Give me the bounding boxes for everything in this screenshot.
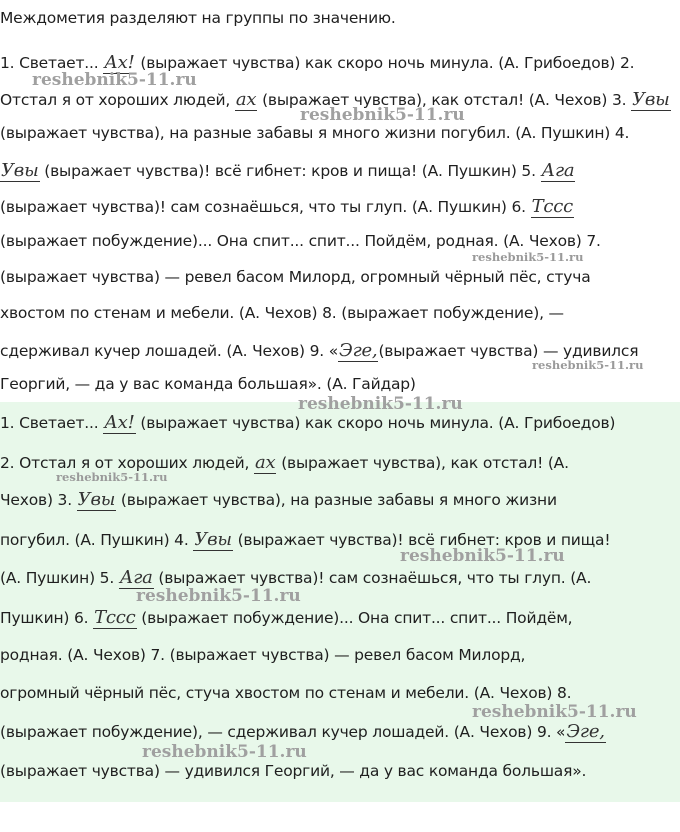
text-fragment: Отстал я от хороших людей, <box>0 91 235 109</box>
text-fragment: (выражает чувства), как отстал! (А. Чехов) 3. <box>257 91 632 109</box>
interjection: ах <box>235 89 257 110</box>
text-fragment: 1. Светает... <box>0 54 104 72</box>
text-fragment: (выражает побуждение)... Она спит... спит... Пойдём, <box>136 609 573 627</box>
text-fragment: 1. Светает... <box>0 414 104 432</box>
text-fragment: (выражает чувства) как скоро ночь минула. (А. Грибоедов) 2. <box>135 54 635 72</box>
interjection: Увы <box>194 529 232 550</box>
interjection: Эге, <box>566 721 605 742</box>
watermark: reshebnik5-11.ru <box>300 105 465 125</box>
text-fragment: (выражает чувства)! сам сознаёшься, что ты глуп. (А. Пушкин) 6. <box>0 198 531 216</box>
watermark: reshebnik5-11.ru <box>472 250 584 264</box>
text-line <box>0 160 575 181</box>
text-fragment: погубил. (А. Пушкин) 4. <box>0 531 194 549</box>
text-fragment: (выражает чувства), на разные забавы я много жизни <box>116 491 557 509</box>
text-line: (выражает чувства) — ревел басом Милорд, огромный чёрный пёс, стуча <box>0 268 591 286</box>
text-line <box>0 412 615 433</box>
interjection: Увы <box>632 89 670 110</box>
text-fragment: (выражает чувства), как отстал! (А. <box>276 454 569 472</box>
watermark: reshebnik5-11.ru <box>532 358 644 372</box>
interjection: Увы <box>77 489 116 510</box>
text-line <box>0 489 557 510</box>
interjection: Ага <box>541 160 575 181</box>
interjection: Эге, <box>339 340 378 361</box>
text-fragment: (выражает чувства)! сам сознаёшься, что ты глуп. (А. <box>153 569 592 587</box>
text-fragment: (выражает чувства)! всё гибнет: кров и пища! <box>232 531 611 549</box>
text-line: родная. (А. Чехов) 7. (выражает чувства) — ревел басом Милорд, <box>0 646 526 664</box>
text-line: (выражает чувства) — удивился Георгий, — да у вас команда большая». <box>0 762 587 780</box>
text-fragment: Пушкин) 6. <box>0 609 94 627</box>
interjection: Ах! <box>104 412 135 433</box>
text-fragment: Чехов) 3. <box>0 491 77 509</box>
text-line <box>0 721 606 742</box>
interjection: Ах! <box>104 52 135 73</box>
watermark: reshebnik5-11.ru <box>472 702 637 722</box>
text-line <box>0 567 591 588</box>
text-fragment: (выражает чувства)! всё гибнет: кров и пища! (А. Пушкин) 5. <box>39 162 541 180</box>
text-line <box>0 196 574 217</box>
text-line: Георгий, — да у вас команда большая». (А. Гайдар) <box>0 375 416 393</box>
interjection: ах <box>255 452 276 473</box>
watermark: reshebnik5-11.ru <box>298 394 463 414</box>
text-line: (выражает побуждение)... Она спит... спит... Пойдём, родная. (А. Чехов) 7. <box>0 232 601 250</box>
interjection: Тссс <box>531 196 574 217</box>
intro-text: Междометия разделяют на группы по значению. <box>0 9 396 27</box>
text-line <box>0 607 572 628</box>
text-fragment: 2. Отстал я от хороших людей, <box>0 454 254 472</box>
watermark: reshebnik5-11.ru <box>56 470 168 484</box>
interjection: Тссс <box>94 607 136 628</box>
text-line: огромный чёрный пёс, стуча хвостом по стенам и мебели. (А. Чехов) 8. <box>0 684 572 702</box>
text-fragment: (выражает чувства) — удивился <box>378 342 639 360</box>
text-line: хвостом по стенам и мебели. (А. Чехов) 8. (выражает побуждение), — <box>0 304 564 322</box>
watermark: reshebnik5-11.ru <box>32 70 197 90</box>
interjection: Ага <box>119 567 153 588</box>
text-fragment: сдерживал кучер лошадей. (А. Чехов) 9. « <box>0 342 338 360</box>
watermark: reshebnik5-11.ru <box>400 546 565 566</box>
text-fragment: (А. Пушкин) 5. <box>0 569 119 587</box>
watermark: reshebnik5-11.ru <box>136 586 301 606</box>
interjection: Увы <box>1 160 39 181</box>
watermark: reshebnik5-11.ru <box>142 742 307 762</box>
text-line: (выражает чувства), на разные забавы я много жизни погубил. (А. Пушкин) 4. <box>0 124 630 142</box>
text-fragment: (выражает побуждение), — сдерживал кучер лошадей. (А. Чехов) 9. « <box>0 723 566 741</box>
text-fragment: (выражает чувства) как скоро ночь минула. (А. Грибоедов) <box>135 414 616 432</box>
